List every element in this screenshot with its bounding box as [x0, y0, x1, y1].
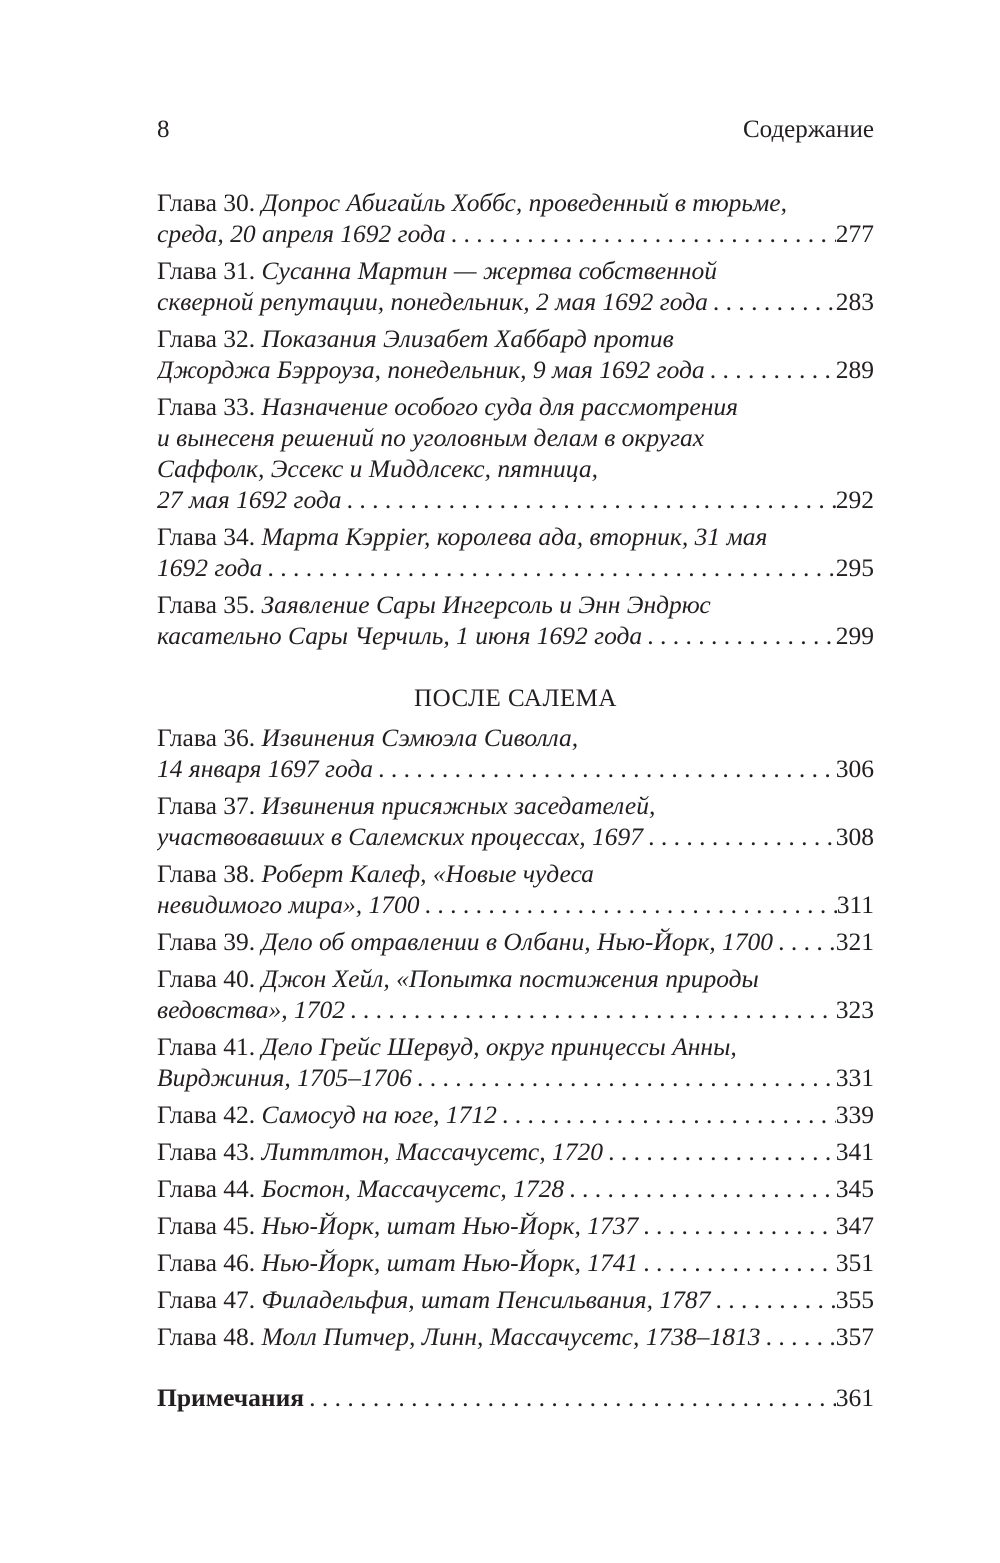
- chapter-page-number: 289: [835, 355, 874, 384]
- entry-text: [157, 1321, 760, 1352]
- entry-text: [157, 522, 767, 551]
- toc-entry-line: [157, 589, 874, 620]
- chapter-label: Глава 43.: [157, 1137, 256, 1166]
- entry-text: [157, 256, 717, 285]
- toc-entry[interactable]: [157, 1210, 874, 1241]
- chapter-label: Глава 36.: [157, 723, 256, 752]
- dot-leader: [705, 354, 836, 385]
- toc-entry-line: [157, 1210, 874, 1241]
- chapter-label: Глава 32.: [157, 324, 256, 353]
- toc-entry-line: [157, 620, 874, 651]
- chapter-title: Заявление Сары Ингерсоль и Энн Эндрюс: [261, 590, 711, 619]
- toc-entry[interactable]: [157, 858, 874, 920]
- dot-leader: [564, 1173, 836, 1204]
- chapter-page-number: 321: [835, 927, 874, 956]
- entry-text: [157, 423, 704, 452]
- entry-text: [157, 218, 446, 249]
- dot-leader: [262, 552, 835, 583]
- entry-text: [157, 889, 420, 920]
- chapter-page-number: 306: [835, 754, 874, 783]
- notes-entry[interactable]: [157, 1382, 874, 1413]
- entry-text: [157, 821, 643, 852]
- chapter-title: Назначение особого суда для рассмотрения: [261, 392, 738, 421]
- chapter-title: невидимого мира», 1700: [157, 890, 420, 919]
- chapter-page-number: 311: [836, 890, 874, 919]
- toc-entry[interactable]: [157, 963, 874, 1025]
- chapter-title: Нью-Йорк, штат Нью-Йорк, 1741: [261, 1248, 639, 1277]
- toc-entry-line: [157, 354, 874, 385]
- toc-entry[interactable]: [157, 323, 874, 385]
- entry-text: [157, 723, 578, 752]
- chapter-page-number: 341: [835, 1137, 874, 1166]
- entry-text: [157, 484, 342, 515]
- toc-entry-line: [157, 753, 874, 784]
- toc-entry-line: [157, 926, 874, 957]
- chapter-page-number: 323: [835, 995, 874, 1024]
- notes-page-number: 361: [835, 1383, 874, 1412]
- chapter-page-number: 292: [835, 485, 874, 514]
- toc-entry[interactable]: [157, 926, 874, 957]
- toc-entry[interactable]: [157, 1321, 874, 1352]
- toc-entry-line: [157, 286, 874, 317]
- entry-text: [157, 964, 759, 993]
- entry-text: [157, 188, 787, 217]
- chapter-title: 27 мая 1692 года: [157, 485, 342, 514]
- chapter-label: Глава 38.: [157, 859, 256, 888]
- dot-leader: [642, 620, 836, 651]
- toc-group-salem: [157, 187, 874, 651]
- chapter-page-number: 339: [835, 1100, 874, 1129]
- chapter-page-number: 357: [835, 1322, 874, 1351]
- toc-entry-line: [157, 391, 874, 422]
- chapter-label: Глава 42.: [157, 1100, 256, 1129]
- toc-entry-line: [157, 484, 874, 515]
- chapter-title: Саффолк, Эссекс и Миддлсекс, пятница,: [157, 454, 598, 483]
- running-title: Содержание: [743, 116, 874, 143]
- entry-text: [157, 286, 708, 317]
- dot-leader: [342, 484, 836, 515]
- chapter-title: Сусанна Мартин — жертва собственной: [261, 256, 718, 285]
- chapter-label: Глава 44.: [157, 1174, 256, 1203]
- toc-entry-line: [157, 963, 874, 994]
- entry-text: [157, 454, 598, 483]
- entry-text: [157, 1173, 564, 1204]
- notes-label: Примечания: [157, 1383, 305, 1412]
- chapter-label: Глава 48.: [157, 1322, 256, 1351]
- toc-entry[interactable]: [157, 255, 874, 317]
- toc-entry-line: [157, 889, 874, 920]
- toc-entry-line: [157, 255, 874, 286]
- toc-entry[interactable]: [157, 589, 874, 651]
- entry-text: [157, 1284, 710, 1315]
- entry-text: [157, 753, 373, 784]
- chapter-label: Глава 30.: [157, 188, 256, 217]
- entry-text: [157, 590, 711, 619]
- toc-entry-line: [157, 218, 874, 249]
- toc-entry[interactable]: [157, 187, 874, 249]
- chapter-label: Глава 39.: [157, 927, 256, 956]
- toc-entry-line: [157, 453, 874, 484]
- toc-entry-line: [157, 521, 874, 552]
- table-of-contents: [157, 187, 874, 1413]
- toc-entry-line: [157, 722, 874, 753]
- chapter-title: Джорджа Бэрроуза, понедельник, 9 мая 1692 года: [157, 355, 705, 384]
- chapter-title: Джон Хейл, «Попытка постижения природы: [261, 964, 759, 993]
- dot-leader: [497, 1099, 836, 1130]
- toc-entry-line: [157, 323, 874, 354]
- toc-entry[interactable]: [157, 391, 874, 515]
- toc-entry-line: [157, 1173, 874, 1204]
- chapter-label: Глава 33.: [157, 392, 256, 421]
- chapter-page-number: 308: [835, 822, 874, 851]
- chapter-title: Дело об отравлении в Олбани, Нью-Йорк, 1700: [261, 927, 774, 956]
- toc-entry[interactable]: [157, 1284, 874, 1315]
- chapter-title: Извинения Сэмюэла Сиволла,: [261, 723, 579, 752]
- dot-leader: [643, 821, 836, 852]
- entry-text: [157, 791, 655, 820]
- dot-leader: [603, 1136, 836, 1167]
- chapter-title: Дело Грейс Шервуд, округ принцессы Анны,: [261, 1032, 737, 1061]
- toc-entry[interactable]: [157, 722, 874, 784]
- entry-text: [157, 1247, 638, 1278]
- dot-leader: [638, 1210, 836, 1241]
- chapter-title: Самосуд на юге, 1712: [261, 1100, 497, 1129]
- toc-entry[interactable]: [157, 1099, 874, 1130]
- chapter-title: Извинения присяжных заседателей,: [261, 791, 656, 820]
- chapter-title: Литтлтон, Массачусетс, 1720: [261, 1137, 604, 1166]
- chapter-label: Глава 37.: [157, 791, 256, 820]
- chapter-title: Роберт Калеф, «Новые чудеса: [261, 859, 594, 888]
- chapter-title: Нью-Йорк, штат Нью-Йорк, 1737: [261, 1211, 639, 1240]
- chapter-label: Глава 41.: [157, 1032, 256, 1061]
- dot-leader: [760, 1321, 835, 1352]
- entry-text: [157, 1032, 737, 1061]
- toc-entry-line: [157, 1321, 874, 1352]
- section-title: ПОСЛЕ САЛЕМА: [414, 685, 617, 712]
- chapter-label: Глава 45.: [157, 1211, 256, 1240]
- chapter-page-number: 345: [835, 1174, 874, 1203]
- chapter-page-number: 283: [835, 287, 874, 316]
- entry-text: [157, 620, 642, 651]
- chapter-label: Глава 40.: [157, 964, 256, 993]
- entry-text: [157, 994, 345, 1025]
- dot-leader: [638, 1247, 836, 1278]
- toc-entry[interactable]: [157, 521, 874, 583]
- entry-text: [157, 324, 674, 353]
- dot-leader: [345, 994, 836, 1025]
- toc-entry-line: [157, 858, 874, 889]
- chapter-page-number: 295: [835, 553, 874, 582]
- chapter-page-number: 351: [835, 1248, 874, 1277]
- toc-entry[interactable]: [157, 1136, 874, 1167]
- entry-text: [157, 392, 738, 421]
- dot-leader: [420, 889, 837, 920]
- running-header: [157, 116, 874, 144]
- chapter-title: Бостон, Массачусетс, 1728: [261, 1174, 565, 1203]
- chapter-label: Глава 34.: [157, 522, 256, 551]
- toc-entry-line: [157, 1031, 874, 1062]
- toc-entry-line: [157, 187, 874, 218]
- toc-entry[interactable]: [157, 1173, 874, 1204]
- chapter-label: Глава 31.: [157, 256, 256, 285]
- chapter-label: Глава 47.: [157, 1285, 256, 1314]
- toc-entry-line: [157, 1247, 874, 1278]
- entry-text: [157, 1062, 412, 1093]
- toc-entry-line: [157, 821, 874, 852]
- chapter-title: Марта Кэррier, королева ада, вторник, 31 мая: [261, 522, 768, 551]
- chapter-title: Показания Элизабет Хаббард против: [261, 324, 674, 353]
- toc-group-after-salem: [157, 722, 874, 1352]
- dot-leader: [773, 926, 836, 957]
- toc-entry-line: [157, 1136, 874, 1167]
- chapter-page-number: 355: [835, 1285, 874, 1314]
- chapter-title: касательно Сары Черчиль, 1 июня 1692 года: [157, 621, 643, 650]
- chapter-title: Допрос Абигайль Хоббс, проведенный в тюрьме,: [261, 188, 787, 217]
- chapter-title: Молл Питчер, Линн, Массачусетс, 1738–1813: [261, 1322, 761, 1351]
- chapter-title: 1692 года: [157, 553, 263, 582]
- toc-entry-line: [157, 552, 874, 583]
- chapter-label: Глава 46.: [157, 1248, 256, 1277]
- entry-text: [157, 859, 594, 888]
- toc-entry-line: [157, 994, 874, 1025]
- chapter-page-number: 299: [835, 621, 874, 650]
- toc-entry[interactable]: [157, 1031, 874, 1093]
- chapter-title: ведовства», 1702: [157, 995, 346, 1024]
- entry-text: [157, 1210, 638, 1241]
- entry-text: [157, 1099, 497, 1130]
- toc-entry[interactable]: [157, 1247, 874, 1278]
- chapter-title: участвовавших в Салемских процессах, 1697: [157, 822, 644, 851]
- chapter-page-number: 277: [835, 219, 874, 248]
- entry-text: [157, 354, 705, 385]
- chapter-title: и вынесеня решений по уголовным делам в округах: [157, 423, 705, 452]
- page-number: 8: [157, 116, 170, 143]
- chapter-title: среда, 20 апреля 1692 года: [157, 219, 446, 248]
- chapter-page-number: 331: [835, 1063, 874, 1092]
- entry-text: [157, 552, 262, 583]
- toc-entry[interactable]: [157, 790, 874, 852]
- chapter-label: Глава 35.: [157, 590, 256, 619]
- chapter-page-number: 347: [835, 1211, 874, 1240]
- dot-leader: [304, 1382, 836, 1413]
- toc-entry-line: [157, 422, 874, 453]
- chapter-title: Филадельфия, штат Пенсильвания, 1787: [261, 1285, 711, 1314]
- toc-entry-line: [157, 790, 874, 821]
- entry-text: [157, 1136, 603, 1167]
- toc-entry-line: [157, 1099, 874, 1130]
- dot-leader: [710, 1284, 835, 1315]
- dot-leader: [412, 1062, 836, 1093]
- dot-leader: [373, 753, 836, 784]
- chapter-title: 14 января 1697 года: [157, 754, 374, 783]
- entry-text: [157, 926, 773, 957]
- toc-entry-line: [157, 1062, 874, 1093]
- dot-leader: [708, 286, 836, 317]
- chapter-title: Вирджиния, 1705–1706: [157, 1063, 412, 1092]
- dot-leader: [446, 218, 836, 249]
- toc-entry-line: [157, 1284, 874, 1315]
- chapter-title: скверной репутации, понедельник, 2 мая 1692 года: [157, 287, 708, 316]
